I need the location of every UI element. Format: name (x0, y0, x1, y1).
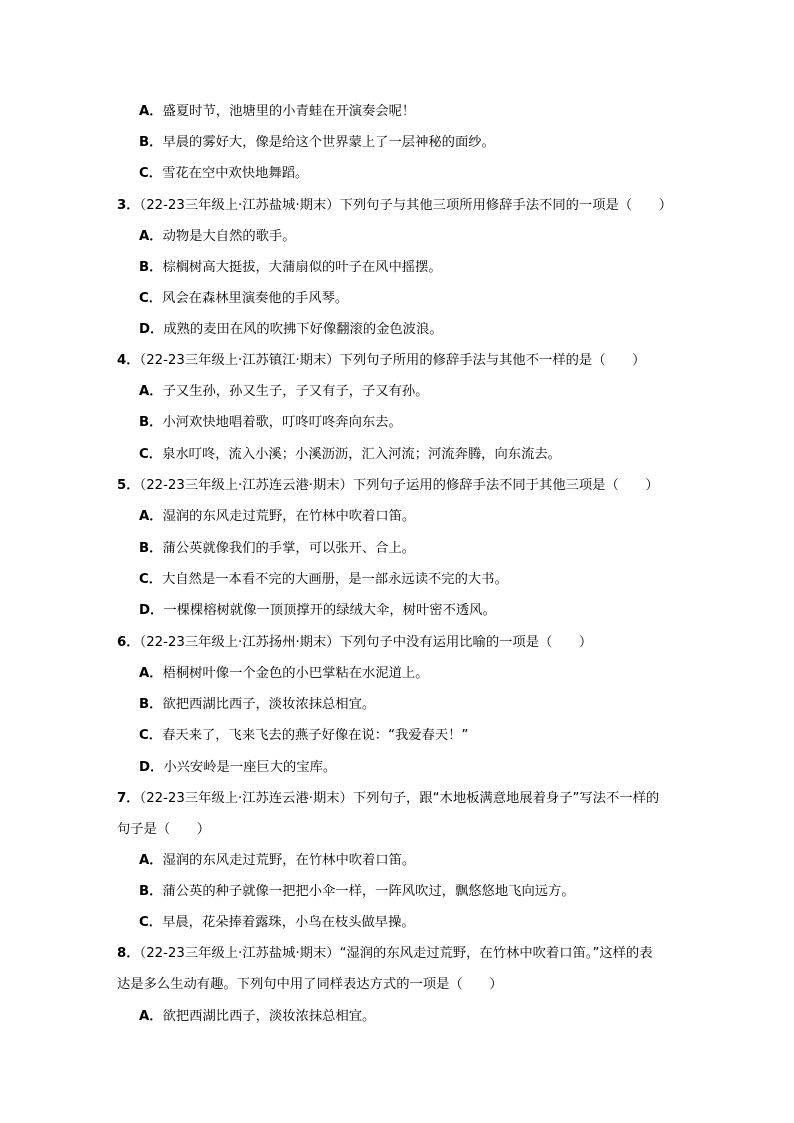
line-text: 句子是（ ） (117, 822, 211, 837)
option-letter: B． (139, 415, 163, 430)
option-letter: B． (139, 135, 163, 150)
line-text: 大自然是一本看不完的大画册，是一部永远读不完的大书。 (162, 572, 508, 587)
answer-option (139, 383, 429, 401)
question-stem-continuation (117, 976, 503, 994)
question-number: 6． (117, 635, 140, 650)
answer-option (139, 665, 429, 683)
answer-option (139, 914, 415, 932)
line-text: （22-23三年级上·江苏盐城·期末）下列句子与其他三项所用修辞手法不同的一项是（ ） (139, 198, 672, 213)
line-text: （22-23三年级上·江苏扬州·期末）下列句子中没有运用比喻的一项是（ ） (139, 635, 593, 650)
line-text: 欲把西湖比西子，淡妆浓抹总相宜。 (162, 1009, 376, 1024)
question-number: 3． (117, 198, 140, 213)
line-text: 早晨，花朵捧着露珠，小鸟在枝头做早操。 (162, 915, 415, 930)
question-number: 4． (117, 353, 140, 368)
answer-option (139, 165, 308, 183)
answer-option (139, 290, 348, 308)
option-letter: C． (139, 447, 163, 462)
answer-option (139, 321, 443, 339)
line-text: 达是多么生动有趣。下列句中用了同样表达方式的一项是（ ） (117, 977, 503, 992)
question-stem (117, 352, 645, 370)
answer-option (139, 540, 415, 558)
answer-option (139, 696, 375, 714)
question-number: 7． (117, 791, 140, 806)
line-text: 棕榈树高大挺拔，大蒲扇似的叶子在风中摇摆。 (162, 260, 442, 275)
question-stem (117, 790, 659, 808)
option-letter: C． (139, 572, 163, 587)
line-text: 湿润的东风走过荒野，在竹林中吹着口笛。 (162, 509, 416, 524)
option-letter: A． (139, 229, 163, 244)
answer-option (139, 508, 415, 526)
question-stem (117, 197, 672, 215)
line-text: 成熟的麦田在风的吹拂下好像翻滚的金色波浪。 (163, 322, 443, 337)
answer-option (139, 134, 495, 152)
option-letter: D． (139, 322, 164, 337)
option-letter: C． (139, 166, 163, 181)
answer-option (139, 852, 415, 870)
question-number: 5． (117, 478, 140, 493)
option-letter: A． (139, 384, 163, 399)
answer-option (139, 228, 296, 246)
answer-option (139, 259, 442, 277)
answer-option (139, 414, 402, 432)
answer-option (139, 727, 468, 745)
line-text: （22-23三年级上·江苏镇江·期末）下列句子所用的修辞手法与其他不一样的是（ ） (139, 353, 646, 368)
line-text: 湿润的东风走过荒野，在竹林中吹着口笛。 (162, 853, 416, 868)
answer-option (139, 571, 508, 589)
question-stem (117, 477, 659, 495)
answer-option (139, 759, 336, 777)
line-text: 欲把西湖比西子，淡妆浓抹总相宜。 (162, 697, 376, 712)
option-letter: B． (139, 541, 163, 556)
answer-option (139, 883, 575, 901)
line-text: 梧桐树叶像一个金色的小巴掌粘在水泥道上。 (162, 666, 429, 681)
option-letter: A． (139, 509, 163, 524)
option-letter: A． (139, 104, 163, 119)
option-letter: A． (139, 666, 163, 681)
line-text: 雪花在空中欢快地舞蹈。 (162, 166, 309, 181)
line-text: 蒲公英的种子就像一把把小伞一样，一阵风吹过，飘悠悠地飞向远方。 (162, 884, 575, 899)
line-text: 风会在森林里演奏他的手风琴。 (162, 291, 349, 306)
line-text: 小河欢快地唱着歌，叮咚叮咚奔向东去。 (162, 415, 402, 430)
line-text: 早晨的雾好大，像是给这个世界蒙上了一层神秘的面纱。 (162, 135, 495, 150)
line-text: 蒲公英就像我们的手掌，可以张开、合上。 (162, 541, 416, 556)
question-stem-continuation (117, 821, 210, 839)
option-letter: D． (139, 603, 164, 618)
option-letter: C． (139, 728, 163, 743)
line-text: 泉水叮咚，流入小溪；小溪沥沥，汇入河流；河流奔腾，向东流去。 (162, 447, 561, 462)
line-text: （22-23三年级上·江苏连云港·期末）下列句子，跟“木地板满意地展着身子”写法不一样的 (139, 791, 660, 806)
line-text: 盛夏时节，池塘里的小青蛙在开演奏会呢！ (162, 104, 416, 119)
line-text: 子又生孙，孙又生子，子又有子，子又有孙。 (162, 384, 429, 399)
answer-option (139, 1008, 375, 1026)
question-stem (117, 634, 592, 652)
line-text: 动物是大自然的歌手。 (162, 229, 296, 244)
line-text: （22-23三年级上·江苏盐城·期末）“湿润的东风走过荒野，在竹林中吹着口笛。”这样的表 (139, 946, 653, 961)
option-letter: B． (139, 884, 163, 899)
option-letter: D． (139, 760, 164, 775)
line-text: 小兴安岭是一座巨大的宝库。 (163, 760, 337, 775)
line-text: 春天来了，飞来飞去的燕子好像在说：“我爱春天！” (162, 728, 469, 743)
answer-option (139, 602, 496, 620)
option-letter: B． (139, 260, 163, 275)
option-letter: B． (139, 697, 163, 712)
line-text: （22-23三年级上·江苏连云港·期末）下列句子运用的修辞手法不同于其他三项是（ ） (139, 478, 659, 493)
option-letter: A． (139, 1009, 163, 1024)
answer-option (139, 103, 415, 121)
option-letter: C． (139, 291, 163, 306)
option-letter: A． (139, 853, 163, 868)
answer-option (139, 446, 561, 464)
question-number: 8． (117, 946, 140, 961)
option-letter: C． (139, 915, 163, 930)
line-text: 一棵棵榕树就像一顶顶撑开的绿绒大伞，树叶密不透风。 (163, 603, 496, 618)
question-stem (117, 945, 653, 963)
